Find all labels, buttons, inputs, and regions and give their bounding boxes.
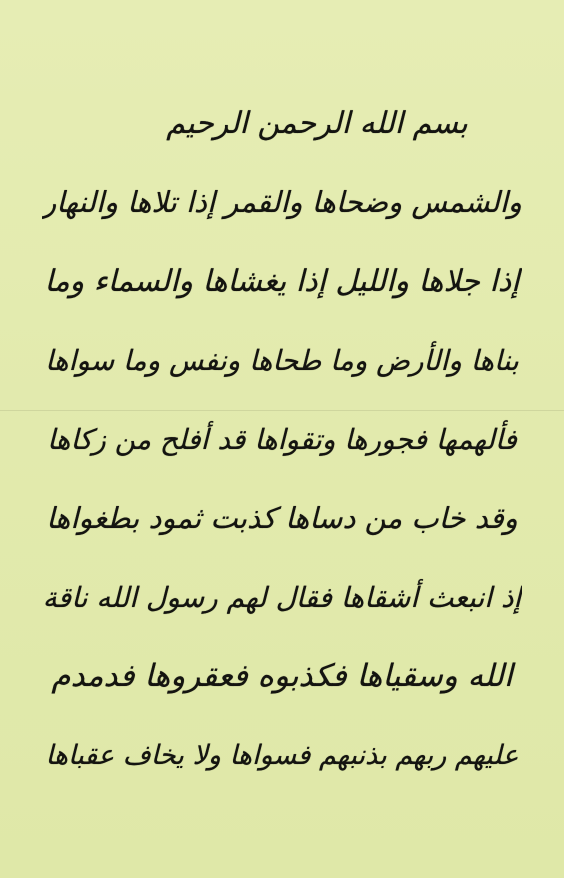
verse-line-4: فألهمها فجورها وتقواها قد أفلح من زكاها xyxy=(47,423,517,456)
verse-line-7: الله وسقياها فكذبوه فعقروها فدمدم xyxy=(51,658,513,694)
verse-line-1: والشمس وضحاها والقمر إذا تلاها والنهار xyxy=(42,185,522,219)
basmala-line: بسم الله الرحمن الرحيم xyxy=(166,106,468,141)
verse-line-2: إذا جلاها والليل إذا يغشاها والسماء وما xyxy=(44,264,520,299)
verse-line-3: بناها والأرض وما طحاها ونفس وما سواها xyxy=(45,344,519,377)
verse-line-6: إذ انبعث أشقاها فقال لهم رسول الله ناقة xyxy=(42,581,522,614)
calligraphy-text-block xyxy=(42,84,522,795)
verse-line-8: عليهم ربهم بذنبهم فسواها ولا يخاف عقباها xyxy=(45,740,519,771)
verse-line-5: وقد خاب من دساها كذبت ثمود بطغواها xyxy=(46,501,518,535)
